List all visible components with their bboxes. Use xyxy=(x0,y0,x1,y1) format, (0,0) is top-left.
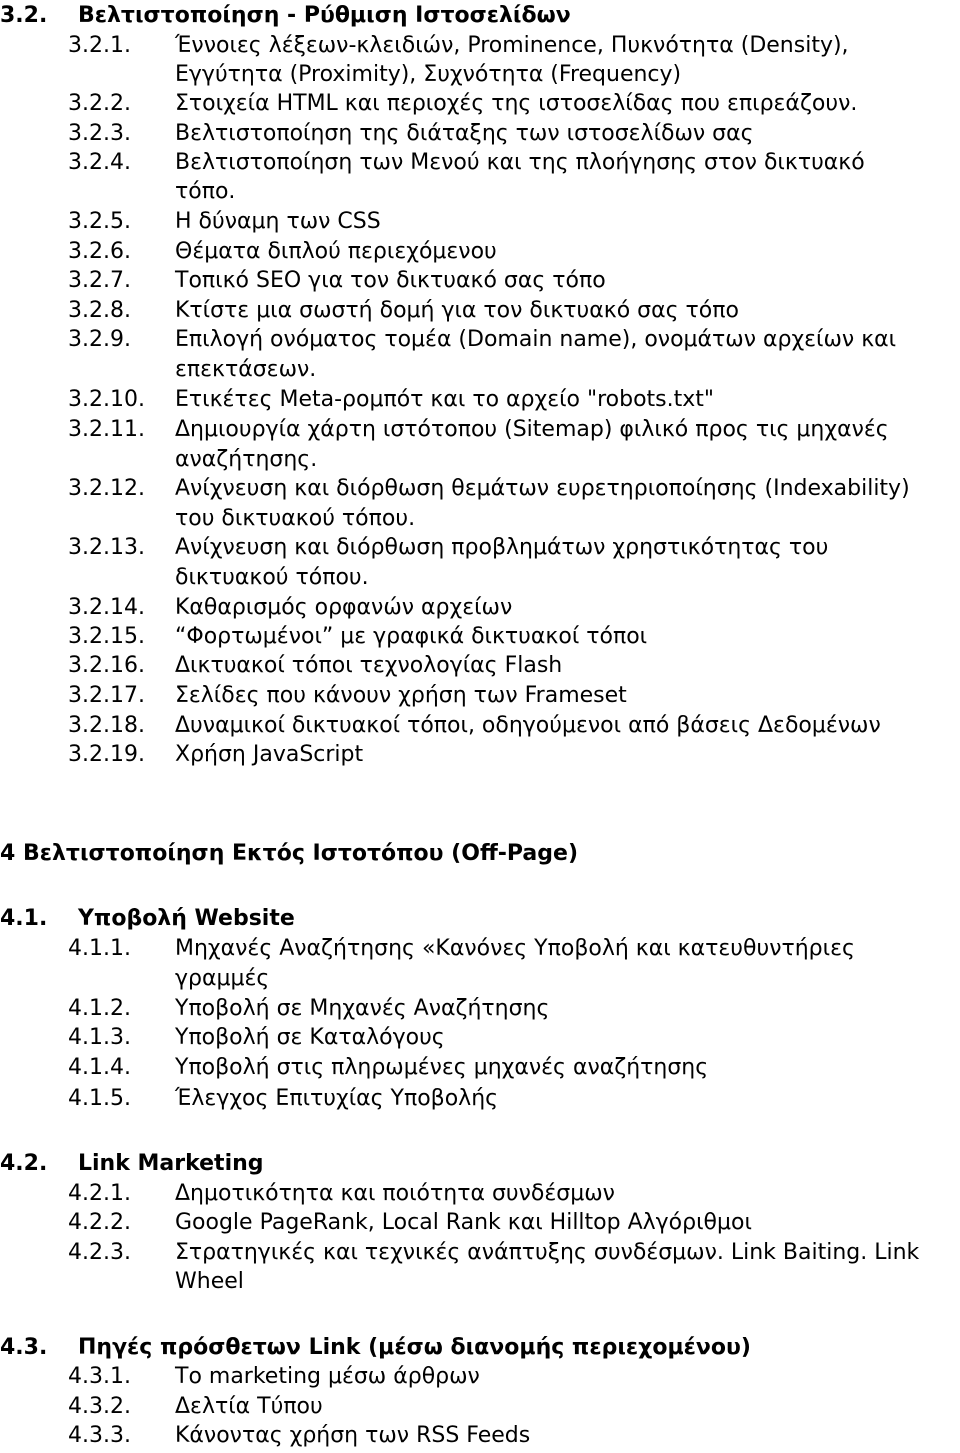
item-text: Δικτυακοί τόποι τεχνολογίας Flash xyxy=(175,653,563,678)
chapter-heading-4: 4 Βελτιστοποίηση Εκτός Ιστοτόπου (Off-Page) xyxy=(0,841,578,866)
item-text: Το marketing μέσω άρθρων xyxy=(175,1364,480,1389)
item-text: Κτίστε μια σωστή δομή για τον δικτυακό σας τόπο xyxy=(175,298,739,323)
item-text: Η δύναμη των CSS xyxy=(175,209,381,234)
section-heading-4-1 xyxy=(0,905,295,933)
item-text: Δελτία Τύπου xyxy=(175,1394,323,1419)
item-text: Χρήση JavaScript xyxy=(175,742,364,767)
item-number: 4.3.1. xyxy=(68,1364,131,1389)
item-text: Έλεγχος Επιτυχίας Υποβολής xyxy=(175,1086,499,1111)
section-title: Υποβολή Website xyxy=(78,906,295,931)
item-text: Υποβολή σε Μηχανές Αναζήτησης xyxy=(175,996,550,1021)
item-text-cont: επεκτάσεων. xyxy=(175,357,317,382)
item-text: Google PageRank, Local Rank και Hilltop Αλγόριθμοι xyxy=(175,1210,752,1235)
section-heading-4-3 xyxy=(0,1334,751,1362)
item-text-cont: Εγγύτητα (Proximity), Συχνότητα (Frequency) xyxy=(175,62,682,87)
item-number: 3.2.15. xyxy=(68,624,145,649)
item-number: 3.2.8. xyxy=(68,298,131,323)
item-text: Ανίχνευση και διόρθωση θεμάτων ευρετηριοποίησης (Indexability) xyxy=(175,476,910,501)
item-text: Θέματα διπλού περιεχόμενου xyxy=(175,239,497,264)
section-heading-3-2 xyxy=(0,2,571,30)
item-text: Στοιχεία HTML και περιοχές της ιστοσελίδας που επιρεάζουν. xyxy=(175,91,858,116)
item-number: 3.2.9. xyxy=(68,327,131,352)
item-text: Βελτιστοποίηση της διάταξης των ιστοσελίδων σας xyxy=(175,121,754,146)
section-number: 4.3. xyxy=(0,1335,48,1360)
item-number: 3.2.17. xyxy=(68,683,145,708)
item-number: 4.1.1. xyxy=(68,936,131,961)
item-number: 4.1.2. xyxy=(68,996,131,1021)
item-number: 3.2.13. xyxy=(68,535,145,560)
item-number: 4.1.5. xyxy=(68,1086,131,1111)
item-text: Υποβολή σε Καταλόγους xyxy=(175,1025,445,1050)
item-text: Μηχανές Αναζήτησης «Κανόνες Υποβολή και κατευθυντήριες xyxy=(175,936,855,961)
item-text: Στρατηγικές και τεχνικές ανάπτυξης συνδέσμων. Link Baiting. Link xyxy=(175,1240,920,1265)
section-number: 4.1. xyxy=(0,906,48,931)
item-text: Δημοτικότητα και ποιότητα συνδέσμων xyxy=(175,1181,615,1206)
item-number: 3.2.3. xyxy=(68,121,131,146)
item-text-cont: του δικτυακού τόπου. xyxy=(175,506,416,531)
item-text: Βελτιστοποίηση των Μενού και της πλοήγησης στον δικτυακό xyxy=(175,150,865,175)
section-number: 4.2. xyxy=(0,1151,48,1176)
item-text: Δημιουργία χάρτη ιστότοπου (Sitemap) φιλικό προς τις μηχανές xyxy=(175,417,889,442)
item-number: 3.2.5. xyxy=(68,209,131,234)
item-text-cont: Wheel xyxy=(175,1269,244,1294)
item-number: 3.2.14. xyxy=(68,595,145,620)
item-number: 3.2.11. xyxy=(68,417,145,442)
item-number: 3.2.1. xyxy=(68,33,131,58)
item-number: 3.2.4. xyxy=(68,150,131,175)
item-text: Ετικέτες Meta-ρομπότ και το αρχείο "robots.txt" xyxy=(175,387,715,412)
item-text: Επιλογή ονόματος τομέα (Domain name), ονομάτων αρχείων και xyxy=(175,327,897,352)
item-text-cont: αναζήτησης. xyxy=(175,447,318,472)
item-number: 3.2.2. xyxy=(68,91,131,116)
item-number: 3.2.12. xyxy=(68,476,145,501)
item-text: Τοπικό SEO για τον δικτυακό σας τόπο xyxy=(175,268,606,293)
item-number: 3.2.6. xyxy=(68,239,131,264)
item-number: 4.1.3. xyxy=(68,1025,131,1050)
item-text-cont: δικτυακού τόπου. xyxy=(175,565,369,590)
item-text: “Φορτωμένοι” με γραφικά δικτυακοί τόποι xyxy=(175,624,648,649)
item-number: 4.3.3. xyxy=(68,1423,131,1448)
section-title: Βελτιστοποίηση - Ρύθμιση Ιστοσελίδων xyxy=(78,3,571,28)
item-number: 3.2.19. xyxy=(68,742,145,767)
section-title: Πηγές πρόσθετων Link (μέσω διανομής περιεχομένου) xyxy=(78,1335,751,1360)
item-text: Υποβολή στις πληρωμένες μηχανές αναζήτησης xyxy=(175,1055,709,1080)
item-number: 4.1.4. xyxy=(68,1055,131,1080)
item-text: Σελίδες που κάνουν χρήση των Frameset xyxy=(175,683,627,708)
section-number: 3.2. xyxy=(0,3,48,28)
item-number: 3.2.7. xyxy=(68,268,131,293)
item-text: Κάνοντας χρήση των RSS Feeds xyxy=(175,1423,531,1448)
item-number: 4.2.1. xyxy=(68,1181,131,1206)
item-text: Δυναμικοί δικτυακοί τόποι, οδηγούμενοι από βάσεις Δεδομένων xyxy=(175,713,881,738)
section-heading-4-2 xyxy=(0,1150,264,1178)
item-text: Καθαρισμός ορφανών αρχείων xyxy=(175,595,513,620)
item-number: 4.3.2. xyxy=(68,1394,131,1419)
item-text: Ανίχνευση και διόρθωση προβλημάτων χρηστικότητας του xyxy=(175,535,829,560)
item-number: 3.2.16. xyxy=(68,653,145,678)
item-number: 4.2.2. xyxy=(68,1210,131,1235)
item-text: Έννοιες λέξεων-κλειδιών, Prominence, Πυκνότητα (Density), xyxy=(175,33,849,58)
item-number: 3.2.10. xyxy=(68,387,145,412)
item-text-cont: τόπο. xyxy=(175,179,236,204)
section-title: Link Marketing xyxy=(78,1151,264,1176)
item-number: 3.2.18. xyxy=(68,713,145,738)
item-number: 4.2.3. xyxy=(68,1240,131,1265)
item-text-cont: γραμμές xyxy=(175,966,270,991)
